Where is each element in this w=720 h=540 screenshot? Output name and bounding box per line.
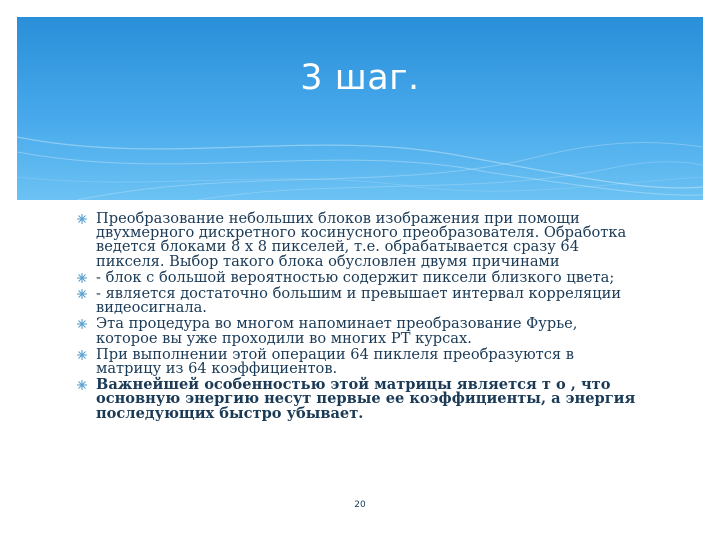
- title-banner: [17, 17, 703, 200]
- bullet-item: [78, 345, 638, 378]
- bullet-item: [78, 287, 638, 315]
- page-number: 20: [354, 500, 366, 510]
- bullet-item: [78, 212, 638, 269]
- bullet-text: - является достаточно большим и превышает интервал корреляции видеосигнала.: [96, 285, 622, 317]
- wave-decoration: [17, 17, 703, 200]
- bullet-text: Эта процедура во многом напоминает преобразование Фурье, которое вы уже проходили во многих РТ курсах.: [96, 315, 578, 347]
- bullet-item: [78, 378, 638, 421]
- bullet-text: Важнейшей особенностью этой матрицы является т о , что основную энергию несут первые ее коэффициенты, а энергия последующих быстро убывает.: [96, 376, 636, 422]
- bullet-item: [78, 268, 638, 286]
- asterisk-bullet-icon: [76, 213, 88, 225]
- asterisk-bullet-icon: [76, 272, 88, 284]
- asterisk-bullet-icon: [76, 288, 88, 300]
- asterisk-bullet-icon: [76, 349, 88, 361]
- bullet-item: [78, 317, 638, 345]
- asterisk-bullet-icon: [76, 318, 88, 330]
- bullet-text: - блок с большой вероятностью содержит пиксели близкого цвета;: [96, 268, 615, 286]
- bullet-text: При выполнении этой операции 64 пиклеля преобразуются в матрицу из 64 коэффициентов.: [96, 345, 574, 378]
- bullet-text: Преобразование небольших блоков изображения при помощи двухмерного дискретного косинусного преобразователя. Обработка ведется блоками 8 х 8 пикселей, т.е. обрабатывается сразу 64 пикселя. Выбор такого блока обусловлен двумя причинами: [96, 210, 627, 270]
- bullet-list: [78, 212, 638, 423]
- slide-title: 3 шаг.: [300, 58, 420, 98]
- asterisk-bullet-icon: [76, 379, 88, 391]
